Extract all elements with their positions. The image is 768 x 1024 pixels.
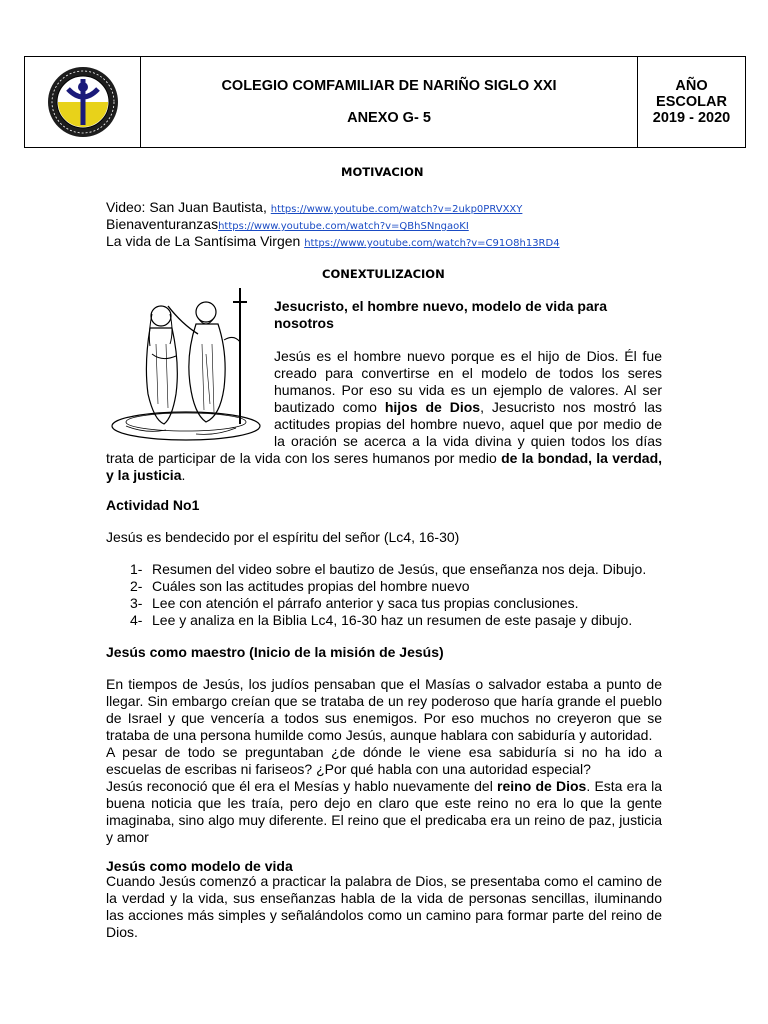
video-link-3[interactable]: https://www.youtube.com/watch?v=C91O8h13RD4 [304,238,560,249]
image-float-spacer [106,348,274,441]
video-line-3 [106,233,560,252]
context-bold-1: hijos de Dios [384,399,481,415]
list-item [130,612,670,629]
context-heading-line-2: nosotros [274,315,334,331]
list-item-number: 1- [130,561,143,577]
context-text-end: . [181,467,186,483]
school-year-cell [638,57,745,147]
context-text-1: Jesús es el hombre nuevo porque es el hijo de Dios. Él fue creado para convertirse en el modelo de todos los seres humanos. Por eso su vida es un ejemplo de valores. Al ser bautizado como [274,348,662,415]
year-value: 2019 - 2020 [652,110,731,126]
context-bold-2: de la bondad, la verdad, y la justicia [106,450,663,483]
maestro-paragraph-2: A pesar de todo se preguntaban ¿de dónde le viene esa sabiduría si no ha ido a escuelas de escribas ni fariseos? ¿Por qué habla con una autoridad especial? [106,744,662,777]
list-item-text: Cuáles son las actitudes propias del hombre nuevo [152,578,470,594]
actividad-intro: Jesús es bendecido por el espíritu del señor (Lc4, 16-30) [106,529,460,545]
list-item [130,595,670,612]
context-paragraph [106,348,662,484]
video-link-1[interactable]: https://www.youtube.com/watch?v=2ukp0PRVXXY [270,204,523,215]
maestro-paragraph-1: En tiempos de Jesús, los judíos pensaban que el Masías o salvador estaba a punto de llegar. Sin embargo creían que se trataba de un rey poderoso que haría grande el pueblo de Israel y que vencería a todos sus enemigos. Por eso muchos no creyeron que se trataba de una persona humilde como Jesús, aunque hablara con sabiduría y autoridad. [106,676,662,743]
maestro-bold: reino de Dios [497,778,587,794]
motivacion-title: MOTIVACION [341,165,424,179]
video-label-2: Bienaventuranzas [106,216,219,232]
year-label: AÑO ESCOLAR [656,78,727,110]
maestro-title: Jesús como maestro (Inicio de la misión de Jesús) [106,644,444,660]
actividad-list [130,561,670,629]
school-name: COLEGIO COMFAMILIAR DE NARIÑO SIGLO XXI [221,78,557,94]
school-logo-icon [46,65,120,139]
video-label-1: Video: San Juan Bautista, [106,199,271,215]
context-heading [274,298,644,332]
maestro-paragraph-3 [106,778,662,846]
school-title-cell [141,57,638,147]
list-item-number: 4- [130,612,143,628]
annex-label: ANEXO G- 5 [347,110,431,126]
maestro-text-start: Jesús reconoció que él era el Mesías y hablo nuevamente del [106,778,498,794]
context-text-2: , Jesucristo nos mostró las actitudes propias del hombre nuevo, aquel que por medio de la oración se acerca a la vida divina y quien todos los días trata de participar de la vida con los seres humanos por medio [106,399,663,466]
actividad-title: Actividad No1 [106,497,200,513]
video-link-2[interactable]: https://www.youtube.com/watch?v=QBhSNngaoKI [218,221,469,232]
context-heading-line-1: Jesucristo, el hombre nuevo, modelo de vida para [274,298,607,314]
list-item-text: Resumen del video sobre el bautizo de Jesús, que enseñanza nos deja. Dibujo. [152,561,647,577]
contextualizacion-title: CONEXTULIZACION [322,267,445,281]
modelo-paragraph: Cuando Jesús comenzó a practicar la palabra de Dios, se presentaba como el camino de la verdad y la vida, sus enseñanzas habla de la vida de personas sencillas, iluminando las acciones más simples y señalándolos como un camino para formar parte del reino de Dios. [106,873,662,940]
video-label-3: La vida de La Santísima Virgen [106,233,305,249]
list-item-number: 2- [130,578,143,594]
school-logo-cell [25,57,141,147]
header-table [24,56,746,148]
list-item-text: Lee y analiza en la Biblia Lc4, 16-30 haz un resumen de este pasaje y dibujo. [152,612,633,628]
list-item-text: Lee con atención el párrafo anterior y saca tus propias conclusiones. [152,595,579,611]
maestro-text-end: . Esta era la buena noticia que les traía, pero dejo en claro que este reino no era lo que la gente imaginaba, sino algo muy diferente. El reino que el predicaba era un reino de paz, justicia y amor [106,778,662,845]
modelo-title: Jesús como modelo de vida [106,858,293,874]
list-item [130,561,670,578]
list-item-number: 3- [130,595,143,611]
list-item [130,578,670,595]
